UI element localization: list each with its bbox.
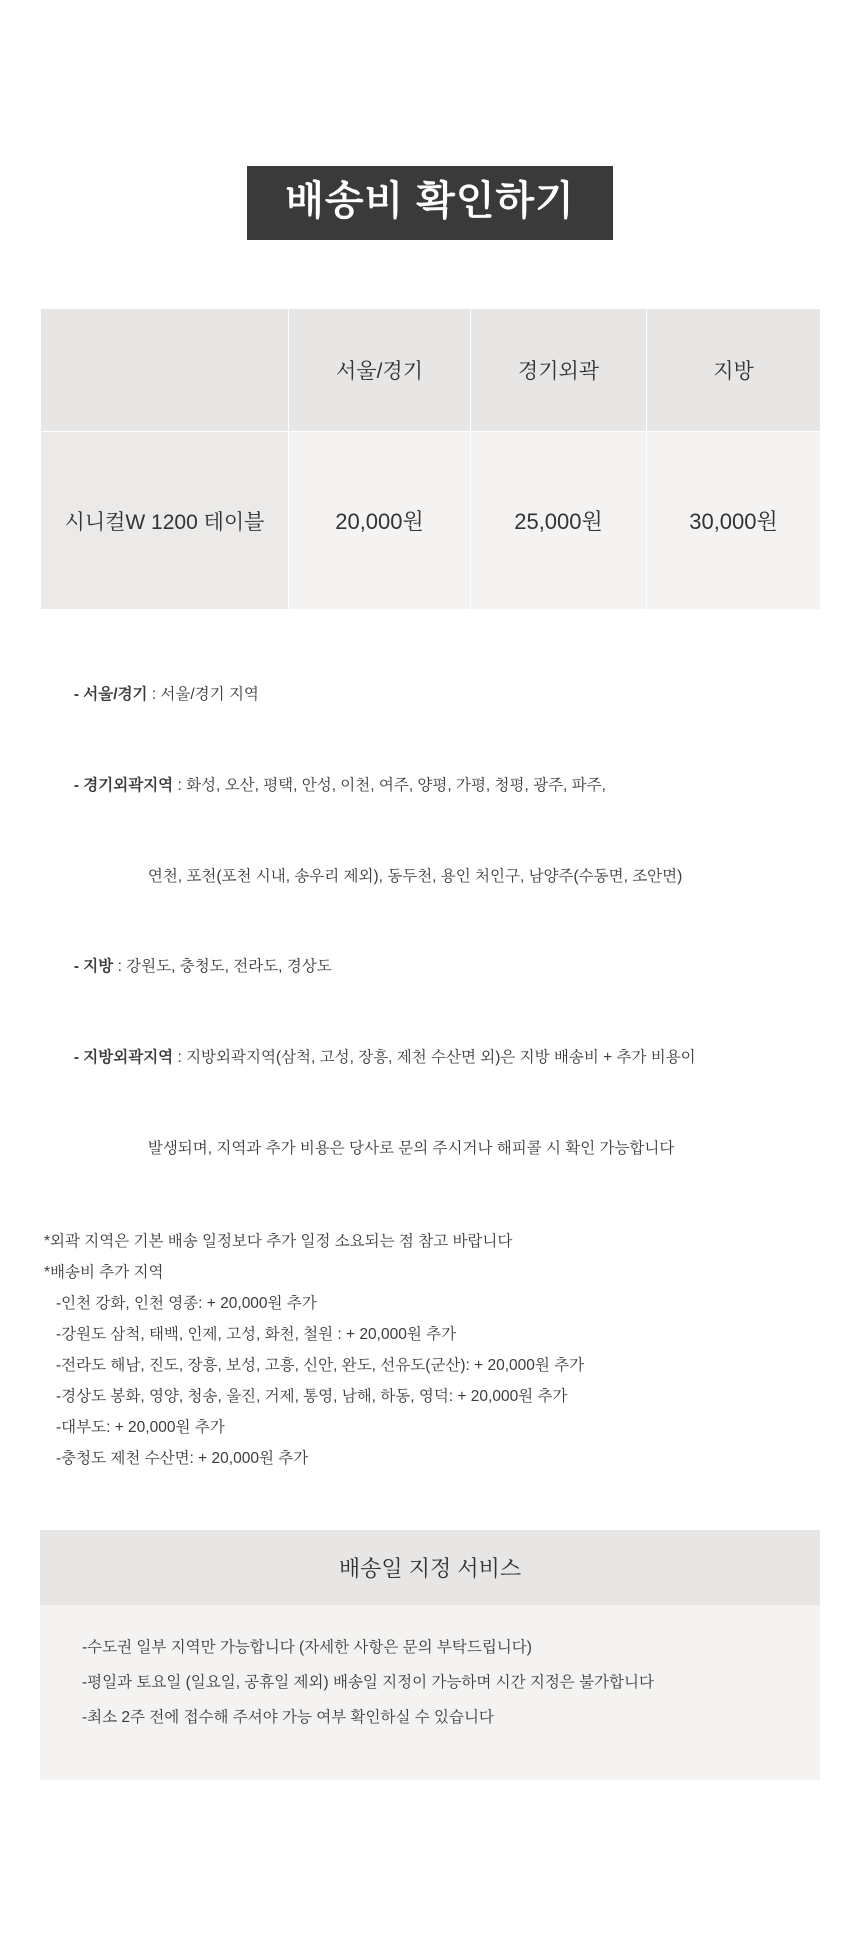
region-note-text: : 강원도, 충청도, 전라도, 경상도 [113,958,332,976]
extra-note-headline: *외곽 지역은 기본 배송 일정보다 추가 일정 소요되는 점 참고 바랍니다 [44,1232,513,1250]
table-cell-gyeonggi-outer: 25,000원 [471,432,647,610]
delivery-date-service-list [40,1605,820,1736]
region-note-line [48,922,860,1013]
delivery-date-service-title: 배송일 지정 서비스 [40,1530,820,1605]
table-header-corner [41,309,289,432]
table-header-gyeonggi-outer: 경기외곽 [471,309,647,432]
region-note-label: - 서울/경기 [73,686,148,704]
extra-note-item: -인천 강화, 인천 영종: + 20,000원 추가 [56,1294,317,1312]
region-note-text: : 지방외곽지역(삼척, 고성, 장흥, 제천 수산면 외)은 지방 배송비 + 추가 비용이 [173,1048,696,1066]
region-note-label: - 지방 [73,958,114,976]
fee-table-container [40,308,820,610]
delivery-date-service-box [40,1530,820,1780]
region-note-label: - 지방외곽지역 [73,1048,174,1066]
page-title: 배송비 확인하기 [247,166,613,240]
table-header-seoul-gyeonggi: 서울/경기 [289,309,471,432]
region-note-text: 발생되며, 지역과 추가 비용은 당사로 문의 주시거나 해피콜 시 확인 가능합니다 [147,1139,675,1157]
list-item: -수도권 일부 지역만 가능합니다 (자세한 사항은 문의 부탁드립니다) [82,1638,532,1656]
table-header-province: 지방 [647,309,821,432]
list-item: -평일과 토요일 (일요일, 공휴일 제외) 배송일 지정이 가능하며 시간 지정은 불가합니다 [82,1673,654,1691]
shipping-fee-table [40,308,821,610]
table-row-label: 시니컬W 1200 테이블 [41,432,289,610]
extra-note-subhead: *배송비 추가 지역 [44,1263,164,1281]
region-note-line [48,831,860,922]
extra-note-item: -경상도 봉화, 영양, 청송, 울진, 거제, 통영, 남해, 하동, 영덕: + 20,000원 추가 [56,1387,568,1405]
region-note-line [48,1103,860,1194]
extra-note-item: -대부도: + 20,000원 추가 [56,1418,225,1436]
extra-note-item: -전라도 해남, 진도, 장흥, 보성, 고흥, 신안, 완도, 선유도(군산): + 20,000원 추가 [56,1356,585,1374]
region-note-line [48,1013,860,1104]
region-note-line [48,650,860,741]
region-notes [48,650,860,1194]
extra-note-item: -충청도 제천 수산면: + 20,000원 추가 [56,1449,309,1467]
region-note-text: 연천, 포천(포천 시내, 송우리 제외), 동두천, 용인 처인구, 남양주(수동면, 조안면) [147,867,683,885]
region-note-line [48,741,860,832]
region-note-text: : 서울/경기 지역 [147,686,259,704]
extra-note-item: -강원도 삼척, 태백, 인제, 고성, 화천, 철원 : + 20,000원 추가 [56,1325,457,1343]
list-item: -최소 2주 전에 접수해 주셔야 가능 여부 확인하실 수 있습니다 [82,1708,494,1726]
bottom-spacer [0,1780,860,1940]
region-note-text: : 화성, 오산, 평택, 안성, 이천, 여주, 양평, 가평, 청평, 광주, 파주, [173,776,606,794]
table-cell-seoul-gyeonggi: 20,000원 [289,432,471,610]
extra-fee-notes [44,1226,860,1474]
table-header-row [41,309,821,432]
table-row [41,432,821,610]
region-note-label: - 경기외곽지역 [73,776,174,794]
table-cell-province: 30,000원 [647,432,821,610]
page-title-container [0,0,860,240]
